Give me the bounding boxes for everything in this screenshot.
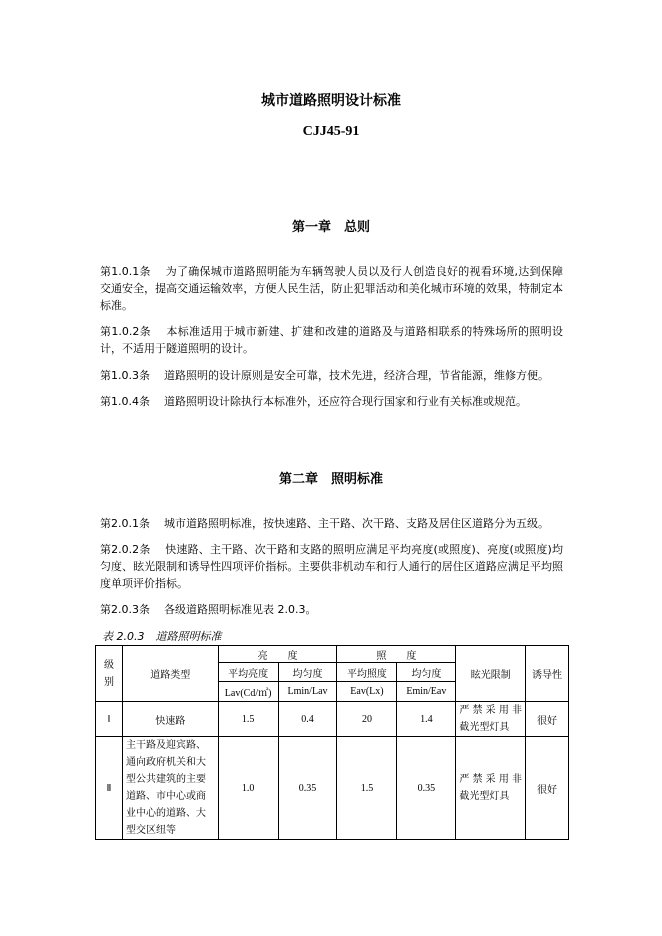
header-ill-uniformity: 均匀度 — [397, 663, 456, 682]
table-caption: 表 2.0.3 道路照明标准 — [102, 630, 222, 643]
clause-number: 第2.0.3条 — [100, 603, 150, 616]
header-avg-luminance: 平均亮度 — [218, 663, 278, 682]
cell-lum-uniformity: 0.35 — [278, 737, 337, 840]
cell-avg-luminance: 1.0 — [218, 737, 278, 840]
clause-number: 第1.0.1条 — [100, 265, 151, 278]
clause-text: 各级道路照明标准见表 2.0.3。 — [164, 603, 317, 616]
cell-guidance: 很好 — [526, 737, 569, 840]
table-row — [96, 737, 569, 840]
table-row — [96, 702, 569, 737]
clause-text: 道路照明的设计原则是安全可靠，技术先进，经济合理，节省能源，维修方便。 — [164, 369, 549, 382]
clause-2-0-3 — [100, 601, 563, 618]
clause-1-0-3 — [100, 367, 563, 384]
header-level: 级别 — [96, 646, 123, 702]
header-glare: 眩光限制 — [456, 646, 526, 702]
chapter-2-heading: 第二章 照明标准 — [278, 472, 383, 487]
clause-text: 本标准适用于城市新建、扩建和改建的道路及与道路相联系的特殊场所的照明设计，不适用于隧道照明的设计。 — [100, 325, 563, 355]
chapter-1-heading: 第一章 总则 — [291, 220, 370, 235]
header-ill-uniformity-unit: Emin/Eav — [397, 682, 456, 702]
header-lum-uniformity-unit: Lmin/Lav — [278, 682, 337, 702]
clause-1-0-4 — [100, 393, 563, 410]
cell-avg-luminance: 1.5 — [218, 702, 278, 737]
clause-1-0-2 — [100, 323, 563, 357]
header-avg-luminance-unit: Lav(Cd/㎡) — [218, 682, 278, 702]
header-lum-uniformity: 均匀度 — [278, 663, 337, 682]
cell-road-type: 主干路及迎宾路、通向政府机关和大型公共建筑的主要道路、市中心或商业中心的道路、大型交区纽等 — [122, 737, 218, 840]
lighting-standard-table — [95, 645, 569, 840]
cell-lum-uniformity: 0.4 — [278, 702, 337, 737]
clause-text: 快速路、主干路、次干路和支路的照明应满足平均亮度(或照度)、亮度(或照度)均匀度、眩光限制和诱导性四项评价指标。主要供非机动车和行人通行的居住区道路应满足平均照度单项评价指标。 — [100, 543, 563, 590]
header-avg-illuminance: 平均照度 — [337, 663, 397, 682]
cell-level: Ⅰ — [96, 702, 123, 737]
clause-number: 第2.0.2条 — [100, 543, 151, 556]
header-avg-illuminance-unit: Eav(Lx) — [337, 682, 397, 702]
cell-guidance: 很好 — [526, 702, 569, 737]
header-illuminance: 照 度 — [337, 646, 456, 663]
cell-glare: 严 禁 采 用 非截光型灯具 — [456, 702, 526, 737]
cell-ill-uniformity: 1.4 — [397, 702, 456, 737]
clause-text: 城市道路照明标准，按快速路、主干路、次干路、支路及居住区道路分为五级。 — [164, 517, 549, 530]
cell-avg-illuminance: 1.5 — [337, 737, 397, 840]
document-title: 城市道路照明设计标准 — [261, 93, 401, 109]
cell-glare: 严 禁 采 用 非截光型灯具 — [456, 737, 526, 840]
clause-number: 第2.0.1条 — [100, 517, 150, 530]
clause-2-0-2 — [100, 541, 563, 592]
header-road-type: 道路类型 — [122, 646, 218, 702]
cell-level: Ⅱ — [96, 737, 123, 840]
standard-code: CJJ45-91 — [302, 124, 360, 139]
header-luminance: 亮 度 — [218, 646, 337, 663]
cell-ill-uniformity: 0.35 — [397, 737, 456, 840]
clause-number: 第1.0.4条 — [100, 395, 150, 408]
table-header-row — [96, 646, 569, 663]
clause-2-0-1 — [100, 515, 563, 532]
clause-text: 为了确保城市道路照明能为车辆驾驶人员以及行人创造良好的视看环境,达到保障交通安全，提高交通运输效率，方便人民生活，防止犯罪活动和美化城市环境的效果，特制定本标准。 — [100, 265, 563, 312]
cell-road-type: 快速路 — [122, 702, 218, 737]
header-guidance: 诱导性 — [526, 646, 569, 702]
clause-number: 第1.0.3条 — [100, 369, 150, 382]
clause-number: 第1.0.2条 — [100, 325, 152, 338]
clause-1-0-1 — [100, 263, 563, 314]
clause-text: 道路照明设计除执行本标准外，还应符合现行国家和行业有关标准或规范。 — [164, 395, 527, 408]
cell-avg-illuminance: 20 — [337, 702, 397, 737]
